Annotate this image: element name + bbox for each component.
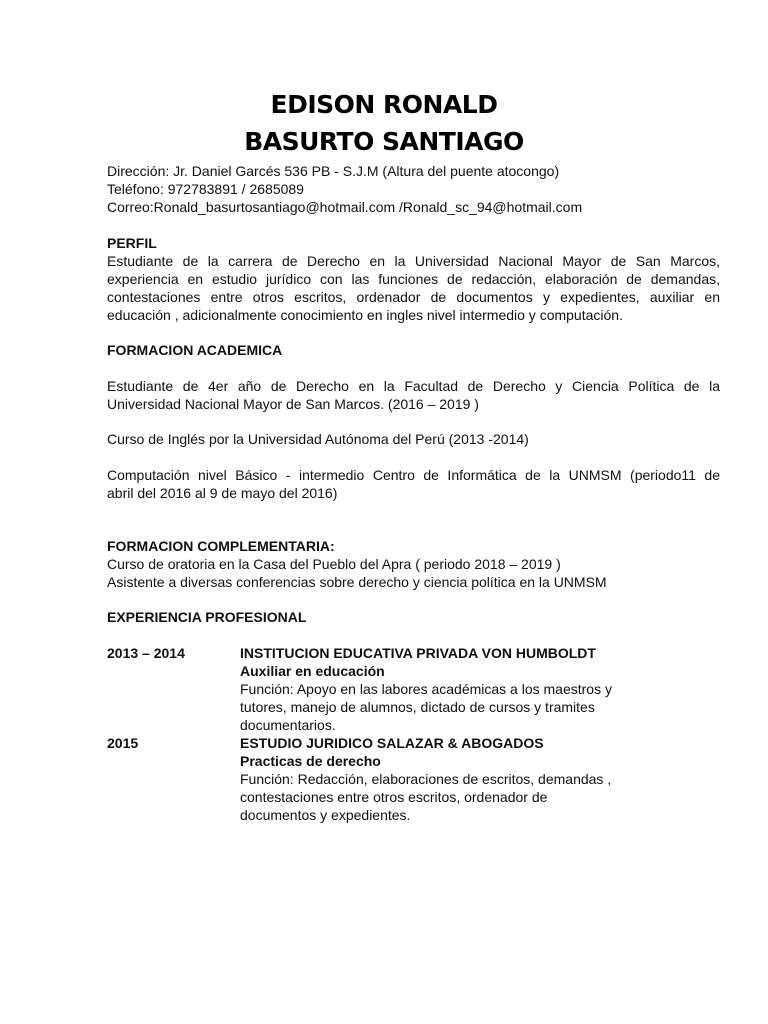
perfil-line: contestaciones entre otros escritos, ordenador de documentos y expedientes, auxiliar en [107,289,720,305]
section-heading-formacion-complementaria: FORMACION COMPLEMENTARIA: [107,538,335,554]
academica-item-computing [107,466,720,502]
academica-line: Universidad Nacional Mayor de San Marcos. (2016 – 2019 ) [107,396,479,412]
job-function-line: tutores, manejo de alumnos, dictado de cursos y tramites [240,699,595,715]
complementaria-item-conferencias: Asistente a diversas conferencias sobre derecho y ciencia política en la UNMSM [107,574,607,590]
job-company: INSTITUCION EDUCATIVA PRIVADA VON HUMBOLDT [240,645,596,661]
academica-item-degree [107,377,720,413]
job-period: 2015 [107,735,139,751]
academica-line: Computación nivel Básico - intermedio Centro de Informática de la UNMSM (periodo11 de [107,467,720,483]
section-heading-formacion-academica: FORMACION ACADEMICA [107,342,283,358]
perfil-paragraph [107,252,720,324]
academica-line: abril del 2016 al 9 de mayo del 2016) [107,485,338,501]
section-heading-perfil: PERFIL [107,235,157,251]
academica-line: Estudiante de 4er año de Derecho en la Facultad de Derecho y Ciencia Política de la [107,378,720,394]
job-role: Practicas de derecho [240,753,381,769]
perfil-line: experiencia en estudio jurídico con las funciones de redacción, elaboración de demandas, [107,271,720,287]
section-heading-experiencia: EXPERIENCIA PROFESIONAL [107,609,307,625]
job-role: Auxiliar en educación [240,663,385,679]
job-function-line: Función: Apoyo en las labores académicas a los maestros y [240,681,612,697]
job-function-line: documentos y expedientes. [240,807,411,823]
contact-phone: Teléfono: 972783891 / 2685089 [107,181,304,197]
perfil-line: educación , adicionalmente conocimiento en ingles nivel intermedio y computación. [107,307,623,323]
perfil-line: Estudiante de la carrera de Derecho en la Universidad Nacional Mayor de San Marcos, [107,253,720,269]
contact-address: Dirección: Jr. Daniel Garcés 536 PB - S.J.M (Altura del puente atocongo) [107,163,560,179]
job-function-line: Función: Redacción, elaboraciones de escritos, demandas , [240,771,612,787]
job-company: ESTUDIO JURIDICO SALAZAR & ABOGADOS [240,735,544,751]
job-period: 2013 – 2014 [107,645,185,661]
academica-item-english: Curso de Inglés por la Universidad Autónoma del Perú (2013 -2014) [107,431,529,447]
job-function-line: contestaciones entre otros escritos, ordenador de [240,789,548,805]
contact-email: Correo:Ronald_basurtosantiago@hotmail.com /Ronald_sc_94@hotmail.com [107,199,583,215]
complementaria-item-oratoria: Curso de oratoria en la Casa del Pueblo del Apra ( periodo 2018 – 2019 ) [107,556,561,572]
name-second-line: BASURTO SANTIAGO [244,127,524,156]
job-function-line: documentarios. [240,717,336,733]
name-first-line: EDISON RONALD [270,90,498,119]
